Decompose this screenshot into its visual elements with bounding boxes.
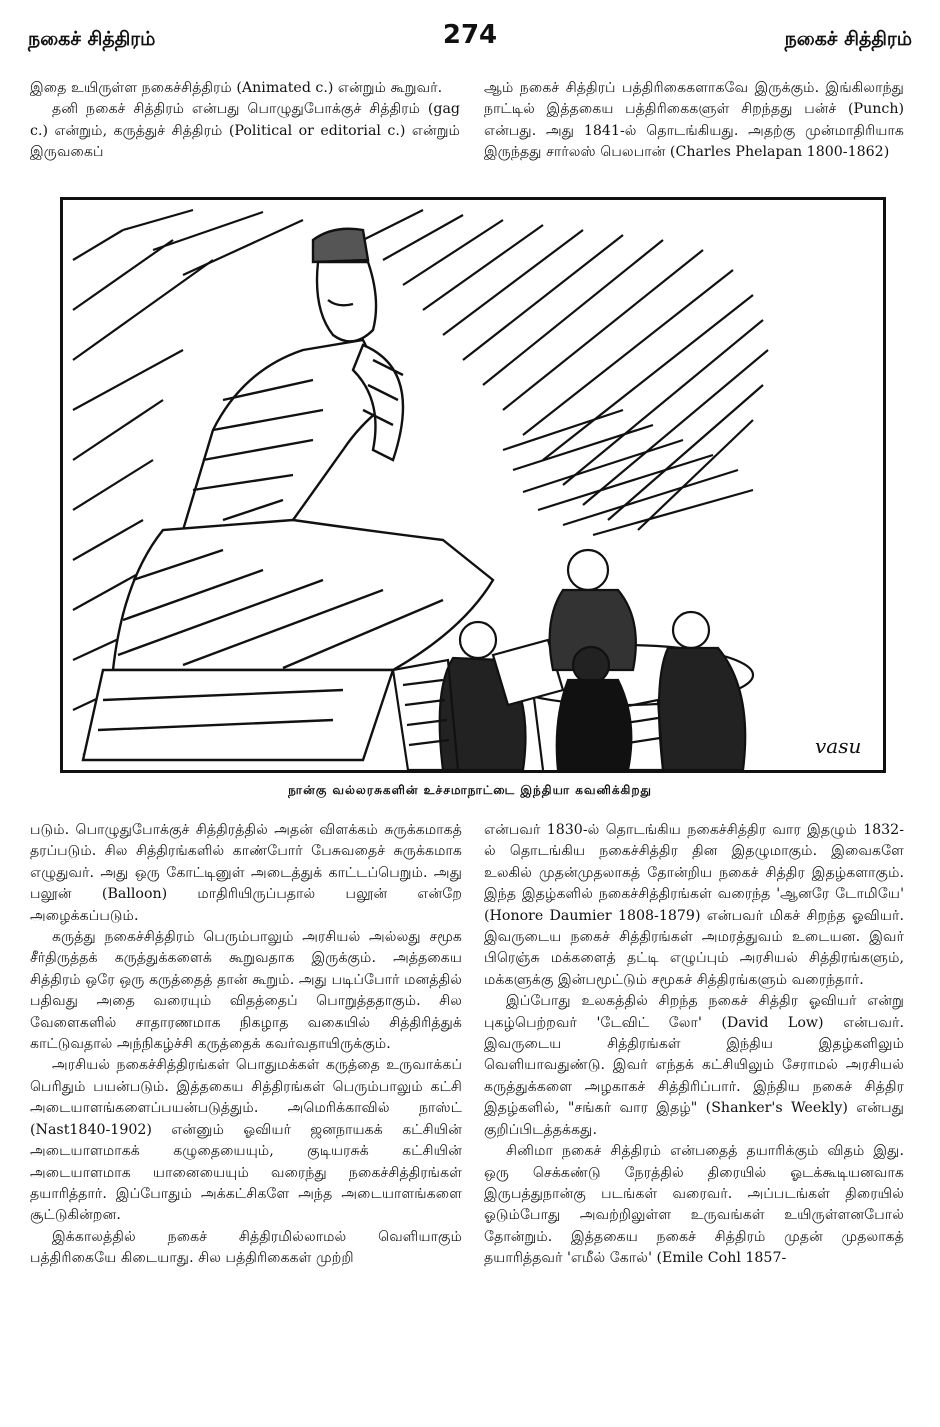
artist-signature: vasu [815,734,862,758]
paragraph: இதை உயிருள்ள நகைச்சித்திரம் (Animated c.) என்றும் கூறுவர். [30,80,443,96]
paragraph: என்பவர் 1830-ல் தொடங்கிய நகைச்சித்திர வார இதழும் 1832-ல் தொடங்கிய நகைச்சித்திர தின இதழுமாகும். இவைகளே உலகில் முதன்முதலாகத் தோன்றிய நகைச் சித்திர இதழ்களாகும். இந்த இதழ்களில் நகைச்சித்திரங்கள் வரைந்த 'ஆனரே டோமியே' (Honore Daumier 1808-1879) என்பவர் மிகச் சிறந்த ஓவியர். இவருடைய நகைச் சித்திரங்கள் அமரத்துவம் உடையன. இவர் பிரெஞ்சு மக்களைத் தட்டி எழுப்பும் அரசியல் சித்திரங்களும், மக்களுக்கு இன்பமூட்டும் சமூகச் சித்திரங்களும் வரைந்தார். [484,822,904,988]
paragraph: தனி நகைச் சித்திரம் என்பது பொழுதுபோக்குச் சித்திரம் (gag c.) என்றும், கருத்துச் சித்திரம் (Political or editorial c.) என்றும் இருவகைப் [30,101,460,161]
page-number: 274 [442,20,498,50]
paragraph: ஆம் நகைச் சித்திரப் பத்திரிகைகளாகவே இருக்கும். இங்கிலாந்து நாட்டில் இத்தகைய பத்திரிகைகளுள் சிறந்தது பன்ச் (Punch) என்பது. அது 1841-ல் தொடங்கியது. அதற்கு முன்மாதிரியாக இருந்தது சார்லஸ் பெலபான் (Charles Phelapan 1800-1862) [484,80,904,161]
page-header [28,20,912,54]
paragraph: சினிமா நகைச் சித்திரம் என்பதைத் தயாரிக்கும் விதம் இது. ஒரு செக்கண்டு நேரத்தில் திரையில் ஓடக்கூடியனவாக இருபத்துநான்கு படங்கள் வரைவர். அப்படங்கள் திரையில் ஓடும்போது அவற்றிலுள்ள உருவங்கள் உயிருள்ளனபோல் தோன்றும். இத்தகைய நகைச் சித்திரம் முதன் முதலாகத் தயாரித்தவர் 'எமீல் கோல்' (Emile Cohl 1857- [484,1143,904,1267]
cartoon-illustration [63,200,883,770]
paragraph: அரசியல் நகைச்சித்திரங்கள் பொதுமக்கள் கருத்தை உருவாக்கப் பெரிதும் பயன்படும். இத்தகைய சித்திரங்கள் பெரும்பாலும் கட்சி அடையாளங்களைப்பயன்படுத்தும். அமெரிக்காவில் நாஸ்ட் (Nast1840-1902) என்னும் ஓவியர் ஜனநாயகக் கட்சியின் அடையாளமாகக் கழுதையையும், குடியரசுக் கட்சியின் அடையாளமாக யானையையும் வரைந்து நகைச்சித்திரங்கள் தயாரித்தார். இப்போதும் அக்கட்சிகளே அந்த அடையாளங்களை சூட்டுகின்றன. [30,1057,462,1224]
paragraph: இப்போது உலகத்தில் சிறந்த நகைச் சித்திர ஓவியர் என்று புகழ்பெற்றவர் 'டேவிட் லோ' (David Low) என்பவர். இவருடைய சித்திரங்கள் இந்திய இதழ்களிலும் வெளியாவதுண்டு. இவர் எந்தக் கட்சியிலும் சேராமல் அரசியல் கருத்துக்களை அழகாகச் சித்திரிப்பார். இந்திய நகைச் சித்திர இதழ்களில், "சங்கர் வார இதழ்" (Shanker's Weekly) என்பது குறிப்பிடத்தக்கது. [484,993,904,1138]
bottom-right-column [484,820,904,1270]
top-right-column [484,78,904,164]
top-left-column [30,78,460,164]
paragraph: இக்காலத்தில் நகைச் சித்திரமில்லாமல் வெளியாகும் பத்திரிகையே கிடையாது. சில பத்திரிகைகள் முற்றி [30,1228,462,1267]
running-title-right: நகைச் சித்திரம் [784,28,912,50]
cartoon-figure [60,197,886,773]
running-title-left: நகைச் சித்திரம் [28,28,156,50]
figure-caption: நான்கு வல்லரசுகளின் உச்சமாநாட்டை இந்தியா கவனிக்கிறது [288,783,652,797]
paragraph: கருத்து நகைச்சித்திரம் பெரும்பாலும் அரசியல் அல்லது சமூக சீர்திருத்தக் கருத்துக்களைக் கூறுவதாக இருக்கும். அத்தகைய சித்திரம் ஒரே ஒரு கருத்தைத் தான் கூறும். அது படிப்போர் மனத்தில் பதிவது அதை வரையும் விதத்தைப் பொறுத்ததாகும். சில வேளைகளில் சாதாரணமாக நிகழாத வகையில் சித்திரித்துக் காட்டுவதால் அந்நிகழ்ச்சி கருத்தைக் கவர்வதாயிருக்கும். [30,929,462,1053]
bottom-left-column [30,820,462,1270]
paragraph: படும். பொழுதுபோக்குச் சித்திரத்தில் அதன் விளக்கம் சுருக்கமாகத் தரப்படும். சில சித்திரங்களில் காண்போர் பேசுவதைச் சுருக்கமாக எழுதுவர். அது ஒரு கோட்டினுள் அடைத்துக் காட்டப்பெறும். அது பலூன் (Balloon) மாதிரியிருப்பதால் பலூன் என்றே அழைக்கப்படும். [30,822,462,924]
